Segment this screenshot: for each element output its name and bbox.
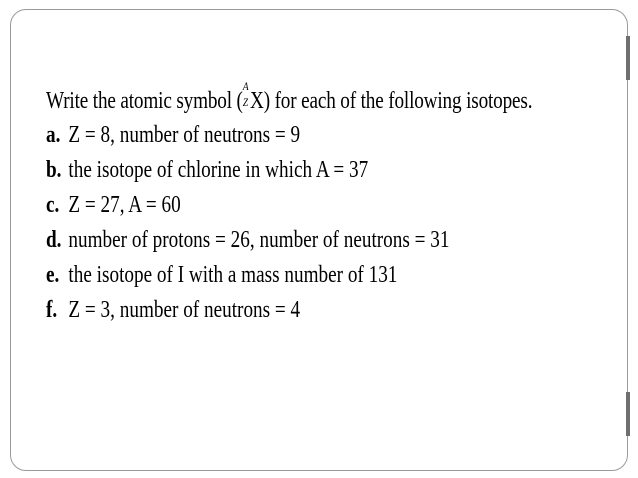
item-text: the isotope of chlorine in which A = 37 (68, 157, 369, 183)
instruction-text-after: ) for each of the following isotopes. (263, 88, 533, 114)
list-item-c (46, 193, 502, 219)
item-text: the isotope of I with a mass number of 131 (68, 262, 398, 288)
item-letter: a. (46, 122, 61, 148)
atomic-number-subscript: Z (242, 95, 248, 109)
mass-number-superscript: A (242, 79, 249, 93)
item-letter: f. (46, 297, 58, 323)
item-letter: e. (46, 262, 60, 288)
list-item-a (46, 123, 502, 149)
slide-content (46, 79, 616, 333)
item-letter: d. (46, 227, 62, 253)
item-text: Z = 3, number of neutrons = 4 (68, 297, 301, 323)
instruction-line (46, 79, 533, 114)
item-letter: b. (46, 157, 62, 183)
item-letter: c. (46, 192, 60, 218)
instruction-text-before: Write the atomic symbol ( (46, 88, 243, 114)
list-item-e (46, 263, 502, 289)
list-item-f (46, 298, 502, 324)
item-text: number of protons = 26, number of neutrons = 31 (68, 227, 450, 253)
item-text: Z = 8, number of neutrons = 9 (68, 122, 301, 148)
list-item-d (46, 228, 502, 254)
element-symbol: X (249, 88, 264, 114)
right-edge-accent-top (626, 36, 630, 80)
list-item-b (46, 158, 502, 184)
notation-stack (242, 79, 250, 109)
atomic-symbol-notation (242, 79, 264, 114)
item-text: Z = 27, A = 60 (68, 192, 181, 218)
right-edge-accent-bottom (626, 392, 630, 436)
